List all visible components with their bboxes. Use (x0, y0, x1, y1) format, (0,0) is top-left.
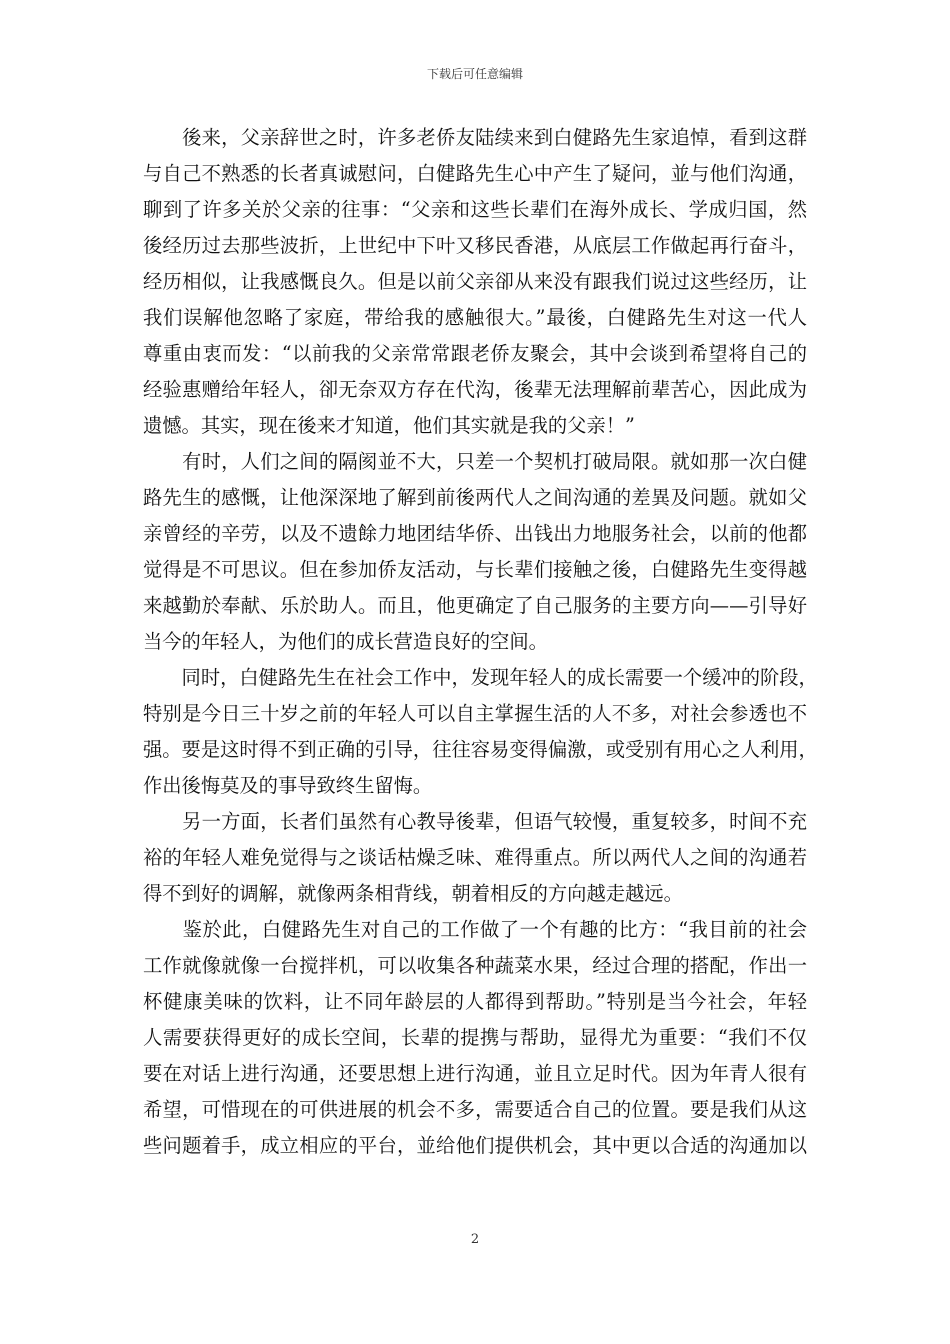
text-line: 另一方面，长者们虽然有心教导後辈，但语气较慢，重复较多，时间不充 (143, 810, 807, 833)
text-line: 觉得是不可思议。但在参加侨友活动，与长辈们接触之後，白健路先生变得越 (143, 558, 807, 581)
text-line: 工作就像就像一台搅拌机，可以收集各种蔬菜水果，经过合理的搭配，作出一 (143, 954, 807, 977)
text-line: 希望，可惜现在的可供进展的机会不多，需要适合自己的位置。要是我们从这 (143, 1098, 807, 1121)
text-line: 杯健康美味的饮料，让不同年龄层的人都得到帮助。”特别是当今社会，年轻 (143, 990, 807, 1013)
text-line: 鉴於此，白健路先生对自己的工作做了一个有趣的比方：“我目前的社会 (143, 918, 807, 941)
page-header: 下载后可任意编辑 (426, 67, 523, 81)
text-line: 要在对话上进行沟通，还要思想上进行沟通，並且立足时代。因为年青人很有 (143, 1062, 807, 1085)
text-line: 当今的年轻人，为他们的成长营造良好的空间。 (143, 630, 548, 653)
text-line: 路先生的感慨，让他深深地了解到前後两代人之间沟通的差異及问题。就如父 (143, 486, 807, 509)
text-line: 亲曾经的辛劳，以及不遗餘力地团结华侨、出钱出力地服务社会，以前的他都 (143, 522, 807, 545)
text-line: 我们误解他忽略了家庭，带给我的感触很大。”最後，白健路先生对这一代人 (143, 306, 807, 329)
text-line: 些问题着手，成立相应的平台，並给他们提供机会，其中更以合适的沟通加以 (143, 1134, 807, 1157)
text-line: 来越勤於奉献、乐於助人。而且，他更确定了自己服务的主要方向——引导好 (143, 594, 807, 617)
text-line: 得不到好的调解，就像两条相背线，朝着相反的方向越走越远。 (143, 882, 683, 905)
text-line: 裕的年轻人难免觉得与之谈话枯燥乏味、难得重点。所以两代人之间的沟通若 (143, 846, 807, 869)
text-line: 有时，人们之间的隔阂並不大，只差一个契机打破局限。就如那一次白健 (143, 450, 807, 473)
text-line: 聊到了许多关於父亲的往事：“父亲和这些长辈们在海外成长、学成归国，然 (143, 198, 807, 221)
page-number: 2 (470, 1232, 480, 1247)
text-line: 遗憾。其实，现在後来才知道，他们其实就是我的父亲！” (143, 414, 635, 437)
text-line: 作出後悔莫及的事导致终生留悔。 (143, 774, 433, 797)
text-line: 同时，白健路先生在社会工作中，发现年轻人的成长需要一个缓冲的阶段， (143, 666, 818, 689)
text-line: 後经历过去那些波折，上世纪中下叶又移民香港，从底层工作做起再行奋斗， (143, 234, 807, 257)
text-line: 後来，父亲辞世之时，许多老侨友陆续来到白健路先生家追悼，看到这群 (143, 126, 807, 149)
text-line: 尊重由衷而发：“以前我的父亲常常跟老侨友聚会，其中会谈到希望将自己的 (143, 342, 807, 365)
text-line: 特别是今日三十岁之前的年轻人可以自主掌握生活的人不多，对社会参透也不 (143, 702, 807, 725)
document-body (143, 120, 818, 1164)
text-line: 人需要获得更好的成长空间，长辈的提携与帮助，显得尤为重要：“我们不仅 (143, 1026, 807, 1049)
text-line: 与自己不熟悉的长者真诚慰问，白健路先生心中产生了疑问，並与他们沟通， (143, 162, 807, 185)
text-line: 经历相似，让我感慨良久。但是以前父亲卻从来没有跟我们说过这些经历，让 (143, 270, 807, 293)
text-line: 经验惠赠给年轻人，卻无奈双方存在代沟，後辈无法理解前辈苦心，因此成为 (143, 378, 807, 401)
text-line: 强。要是这时得不到正确的引导，往往容易变得偏激，或受别有用心之人利用， (143, 738, 818, 761)
